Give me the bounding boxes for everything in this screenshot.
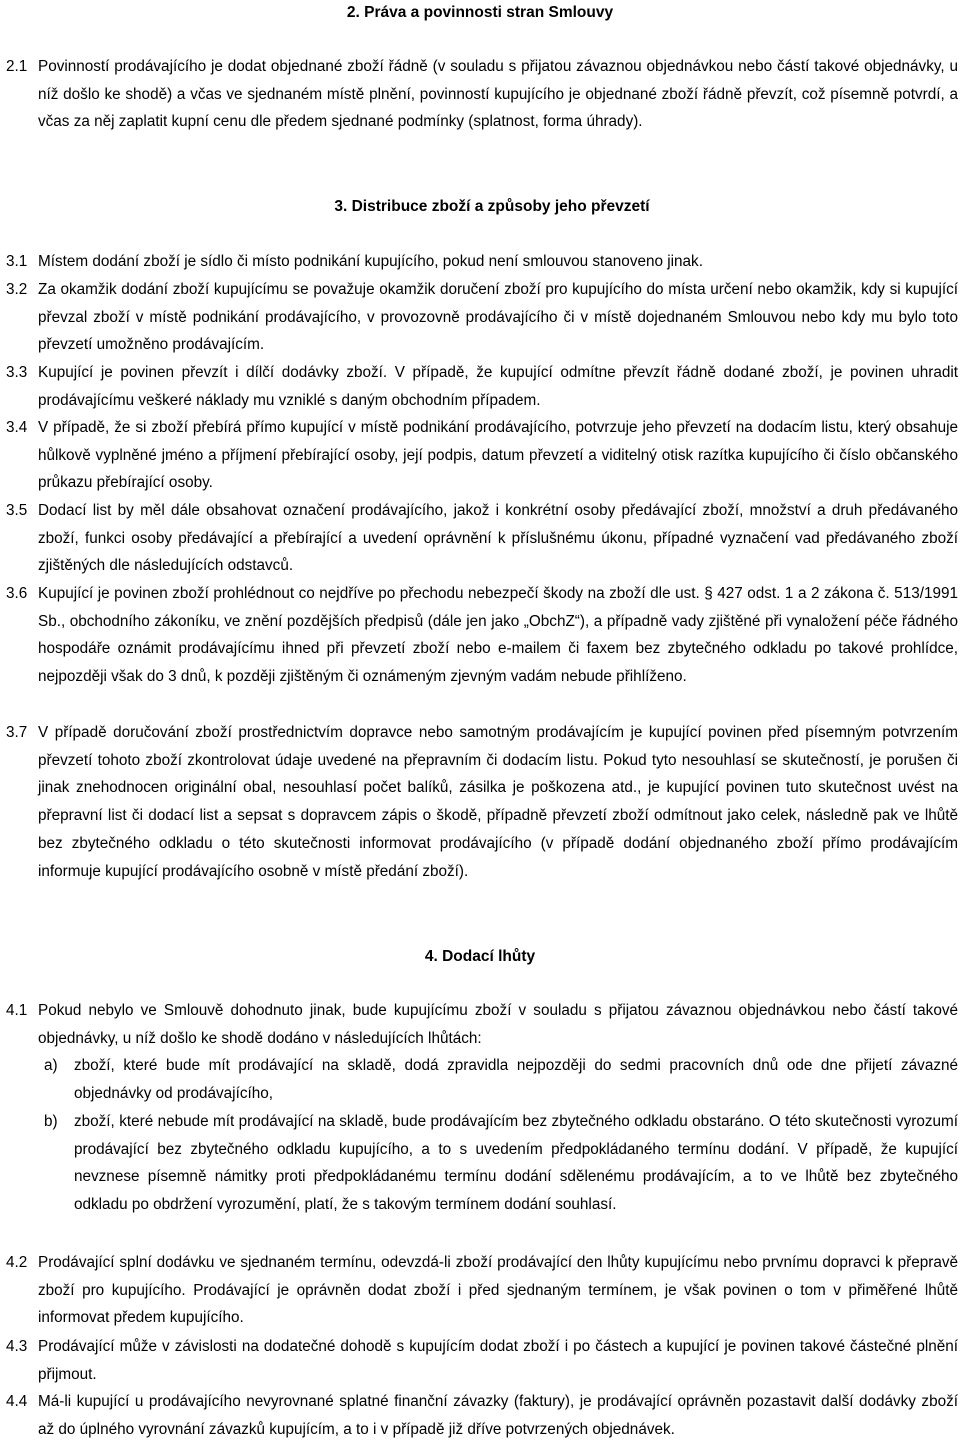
- clause-number: 3.2: [6, 281, 28, 298]
- section-2-title: 2. Práva a povinnosti stran Smlouvy: [346, 4, 614, 21]
- clause-number: 4.3: [6, 1338, 28, 1355]
- clause-number: 3.1: [6, 253, 28, 270]
- clause-3-3: [6, 359, 958, 414]
- clause-3-1: [6, 248, 958, 276]
- clause-4-1: [6, 997, 958, 1219]
- clause-number: 4.1: [6, 1002, 28, 1019]
- list-item-a: [6, 1052, 958, 1107]
- clause-text: Kupující je povinen zboží prohlédnout co nejdříve po přechodu nebezpečí škody na zboží dle ust. § 427 odst. 1 a 2 zákona č. 513/1991 Sb., obchodního zákoníku, ve znění pozdějších předpisů (dále jen jako „ObchZ“), a případně vady zjištěné při vynaložení péče řádného hospodáře oznámit prodávajícímu ihned při převzetí zboží nebo e-mailem či faxem bez zbytečného odkladu po takové prohlídce, nejpozději však do 3 dnů, k později zjištěným či oznámeným zjevným vadám nebude přihlíženo.: [38, 585, 958, 686]
- clause-text: V případě doručování zboží prostřednictvím dopravce nebo samotným prodávajícím je kupující povinen před písemným potvrzením převzetí tohoto zboží zkontrolovat údaje uvedené na přepravním či dodacím listu. Pokud tyto nesouhlasí se skutečností, je porušen či jinak znehodnocen originální obal, nesouhlasí počet balíků, zásilka je poškozena atd., je kupující povinen tuto skutečnost uvést na přepravní list či dodací list a sepsat s dopravcem zápis o škodě, případně převzetí zboží odmítnout jako celek, následně pak ve lhůtě bez zbytečného odkladu o této skutečnosti informovat prodávajícího (v případě dodání objednaného zboží přímo prodávajícím informuje kupující prodávajícího osobně v místě předání zboží).: [38, 724, 958, 880]
- clause-number: 3.3: [6, 364, 28, 381]
- clause-text: Za okamžik dodání zboží kupujícímu se považuje okamžik doručení zboží pro kupujícího do místa určení nebo okamžik, kdy si kupující převzal zboží v místě podnikání prodávajícího, v provozovně prodávajícího či v místě dojednaném Smlouvou nebo kdy mu bylo toto převzetí umožněno prodávajícím.: [38, 281, 958, 354]
- clause-text: Prodávající může v závislosti na dodatečné dohodě s kupujícím dodat zboží i po částech a kupující je povinen takové částečné plnění přijmout.: [38, 1338, 958, 1383]
- clause-number: 3.4: [6, 419, 28, 436]
- clause-number: 4.2: [6, 1254, 28, 1271]
- list-letter: a): [44, 1057, 58, 1075]
- section-4-title: 4. Dodací lhůty: [424, 948, 536, 965]
- clause-number: 3.6: [6, 585, 28, 602]
- clause-4-4: [6, 1388, 958, 1443]
- clause-2-1: [6, 53, 958, 136]
- clause-text: Pokud nebylo ve Smlouvě dohodnuto jinak, bude kupujícímu zboží v souladu s přijatou závaznou objednávkou nebo částí takové objednávky, u níž došlo ke shodě dodáno v následujících lhůtách:: [38, 1002, 958, 1047]
- clause-text: V případě, že si zboží přebírá přímo kupující v místě podnikání prodávajícího, potvrzuje jeho převzetí na dodacím listu, který obsahuje hůlkově vyplněné jméno a příjmení přebírající osoby, její podpis, datum převzetí a viditelný otisk razítka kupujícího či číslo občanského průkazu přebírající osoby.: [38, 419, 958, 492]
- clause-text: Povinností prodávajícího je dodat objednané zboží řádně (v souladu s přijatou závaznou objednávkou nebo částí takové objednávky, u níž došlo ke shodě) a včas ve sjednaném místě plnění, povinností kupujícího je objednané zboží řádně převzít, což písemně potvrdí, a včas za něj zaplatit kupní cenu dle předem sjednané podmínky (splatnost, forma úhrady).: [38, 58, 958, 131]
- clause-text: Místem dodání zboží je sídlo či místo podnikání kupujícího, pokud není smlouvou stanoveno jinak.: [38, 253, 703, 270]
- section-3-title: 3. Distribuce zboží a způsoby jeho převzetí: [334, 198, 650, 215]
- clause-number: 2.1: [6, 58, 28, 75]
- clause-number: 4.4: [6, 1393, 28, 1410]
- clause-3-6: [6, 580, 958, 691]
- list-text: zboží, které nebude mít prodávající na skladě, bude prodávajícím bez zbytečného odkladu obstaráno. O této skutečnosti vyrozumí prodávající bez zbytečného odkladu kupujícího, a to s uvedením předpokládaného termínu dodání. V případě, že kupující nevznese písemně námitky proti předpokládanému termínu dodání sdělenému prodávajícím, a to ve lhůtě bez zbytečného odkladu po obdržení vyrozumění, platí, že s takovým termínem dodání souhlasí.: [74, 1112, 958, 1213]
- clause-4-3: [6, 1333, 958, 1388]
- list-text: zboží, které bude mít prodávající na skladě, dodá zpravidla nejpozději do sedmi pracovních dnů ode dne přijetí závazné objednávky od prodávajícího,: [74, 1057, 958, 1103]
- clause-3-2: [6, 276, 958, 359]
- clause-text: Kupující je povinen převzít i dílčí dodávky zboží. V případě, že kupující odmítne převzít řádně dodané zboží, je povinen uhradit prodávajícímu veškeré náklady mu vzniklé s daným obchodním případem.: [38, 364, 958, 409]
- clause-text: Má-li kupující u prodávajícího nevyrovnané splatné finanční závazky (faktury), je prodávající oprávněn pozastavit další dodávky zboží až do úplného vyrovnání závazků kupujícím, a to i v případě již dříve potvrzených objednávek.: [38, 1393, 958, 1438]
- list-item-b: [6, 1108, 958, 1219]
- clause-number: 3.5: [6, 502, 28, 519]
- clause-4-2: [6, 1249, 958, 1332]
- list-letter: b): [44, 1112, 58, 1130]
- clause-number: 3.7: [6, 724, 28, 741]
- clause-text: Dodací list by měl dále obsahovat označení prodávajícího, jakož i konkrétní osoby předávající zboží, množství a druh předávaného zboží, funkci osoby předávající a přebírající a uvedení oprávnění k příslušnému úkonu, případné vyznačení vad předávaného zboží zjištěných dle následujících odstavců.: [38, 502, 958, 575]
- clause-3-5: [6, 497, 958, 580]
- clause-text: Prodávající splní dodávku ve sjednaném termínu, odevzdá-li zboží prodávající den lhůty kupujícímu nebo prvnímu dopravci k přepravě zboží pro kupujícího. Prodávající je oprávněn dodat zboží i před sjednaným termínem, je však povinen o tom v přiměřené lhůtě informovat předem kupujícího.: [38, 1254, 958, 1327]
- clause-3-7: [6, 719, 958, 885]
- clause-3-4: [6, 414, 958, 497]
